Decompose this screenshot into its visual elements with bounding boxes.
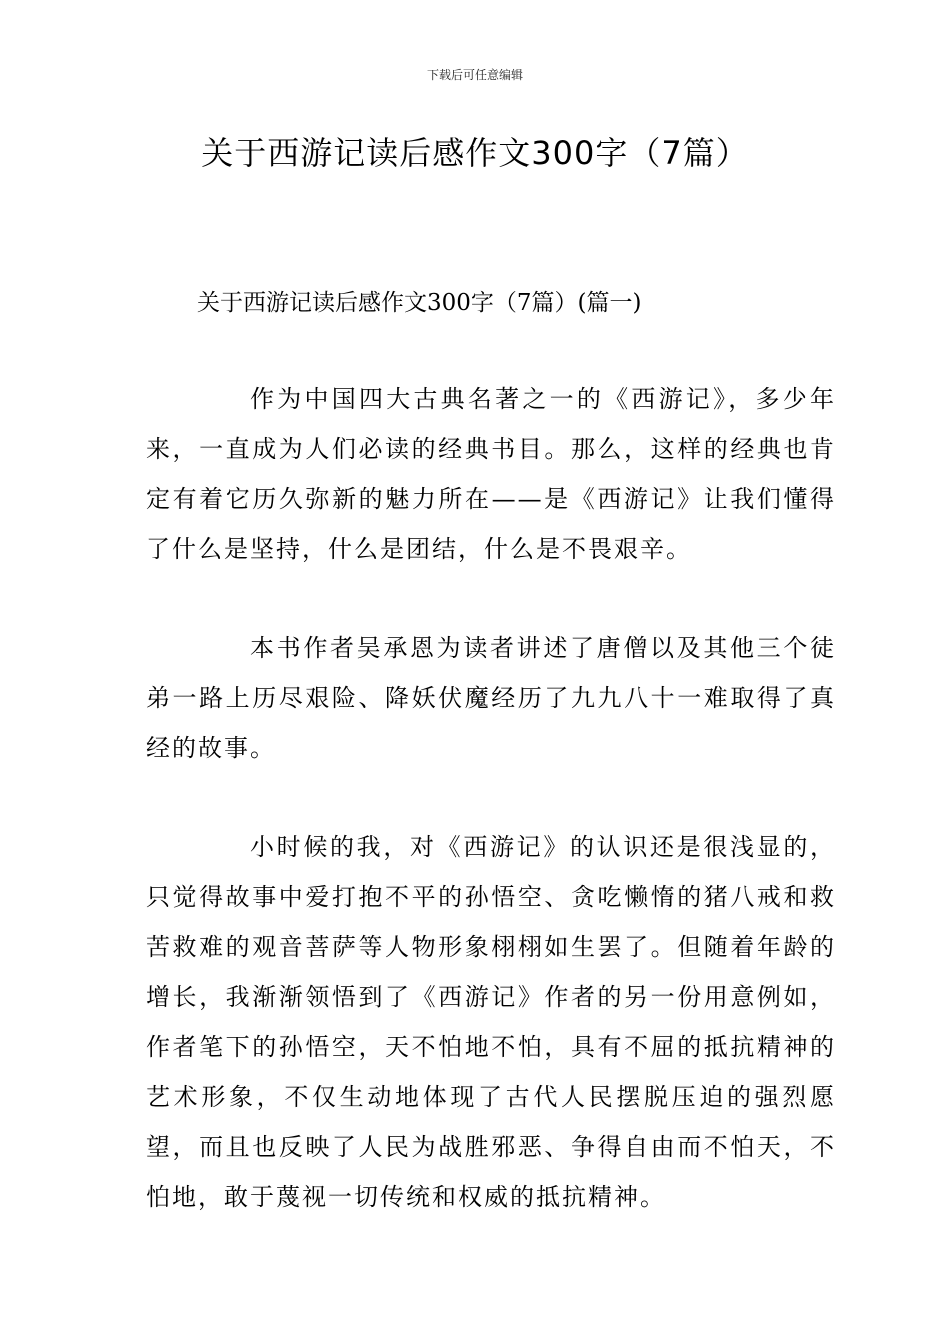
paragraph-3: 小时候的我，对《西游记》的认识还是很浅显的，只觉得故事中爱打抱不平的孙悟空、贪吃懒惰的猪八戒和救苦救难的观音菩萨等人物形象栩栩如生罢了。但随着年龄的增长，我渐渐领悟到了《西游记》作者的另一份用意例如，作者笔下的孙悟空，天不怕地不怕，具有不屈的抵抗精神的艺术形象，不仅生动地体现了古代人民摆脱压迫的强烈愿望，而且也反映了人民为战胜邪恶、争得自由而不怕天，不怕地，敢于蔑视一切传统和权威的抵抗精神。 — [146, 833, 836, 1211]
paragraph-1: 作为中国四大古典名著之一的《西游记》，多少年来，一直成为人们必读的经典书目。那么，这样的经典也肯定有着它历久弥新的魅力所在——是《西游记》让我们懂得了什么是坚持，什么是团结，什么是不畏艰辛。 — [146, 385, 836, 563]
header-note: 下载后可任意编辑 — [426, 68, 523, 82]
section-heading: 关于西游记读后感作文300字（7篇）(篇一) — [197, 290, 642, 316]
paragraph-2: 本书作者吴承恩为读者讲述了唐僧以及其他三个徒弟一路上历尽艰险、降妖伏魔经历了九九八十一难取得了真经的故事。 — [146, 634, 836, 762]
document-title: 关于西游记读后感作文300字（7篇） — [201, 134, 749, 172]
